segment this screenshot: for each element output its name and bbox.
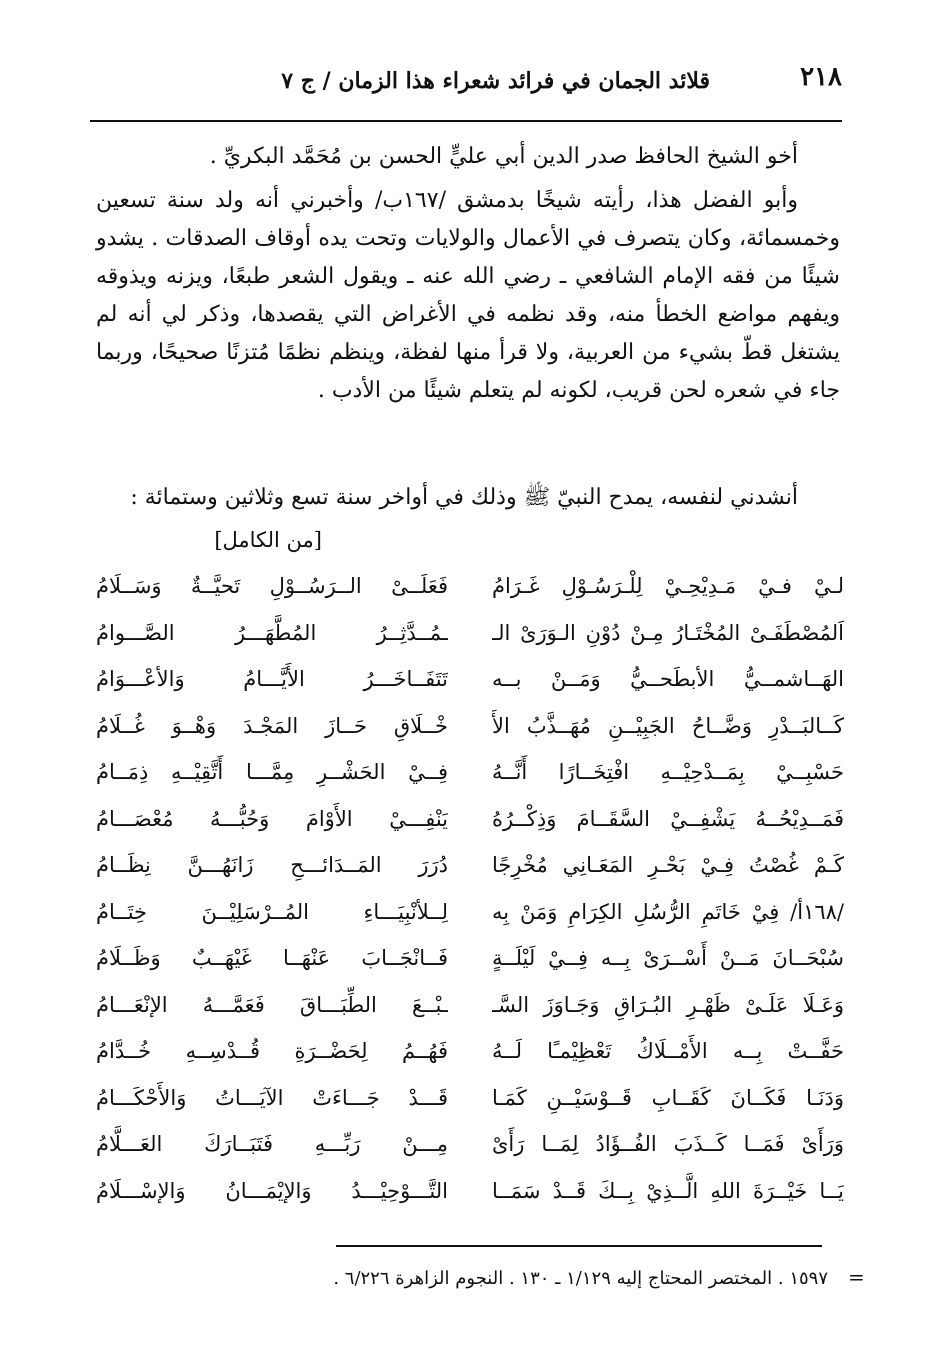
page-number: ٢١٨ bbox=[800, 62, 842, 92]
paragraph: وأبو الفضل هذا، رأيته شيخًا بدمشق /١٦٧ب/ وأخبرني أنه ولد سنة تسعين وخمسمائة، وكان يتصرف في الأعمال والولايات وتحت يده أوقاف الصدقات . يشدو شيئًا من فقه الإمام الشافعي ـ رضي الله عنه ـ ويقول الشعر طبعًا، ويزنه ويذوقه ويفهم مواضع الخطأ منه، وقد نظمه في الأغراض التي يقصدها، وذكر لي أنه لم يشتغل قطّ بشيء من العربية، ولا قرأ منها لفظة، وينظم نظمًا مُتزنًا صحيحًا، وربما جاء في شعره لحن قريب، لكونه لم يتعلم شيئًا من الأدب . bbox=[96, 188, 840, 403]
hemistich-first: اَلمُصْطَفَـىْ المُخْتَـارُ مِـنْ دُوْنِ الـوَرَىْ الـ bbox=[492, 620, 844, 645]
hemistich-first: وَعَـلَا عَلَـىْ ظَهْـرِ البُـرَاقِ وَجَـاوَزَ السَّـ bbox=[492, 992, 844, 1017]
poem-meter: [من الكامل] bbox=[214, 528, 322, 552]
hemistich-first: وَدَنَـا فَكَــانَ كَقَــابِ قَــوْسَيْــنِ كَمَـا bbox=[492, 1085, 844, 1110]
hemistich-second: تَتَفَــاخَـــرُ الأَيَّـــامُ وَالأعْـــوَامُ bbox=[96, 667, 448, 691]
footnote-continuation-mark: = bbox=[848, 1265, 865, 1289]
hemistich-second: التَّـــوْحِيْـــدُ وَالإيْمَـــانُ وَالإسْـــلَامُ bbox=[96, 1178, 448, 1203]
verse bbox=[96, 985, 844, 1032]
poem bbox=[96, 566, 844, 1217]
hemistich-second: دُرَرَ المَــدَائـــحِ زَانَهُـــنَّ نِظَــامُ bbox=[96, 853, 448, 877]
running-title: قلائد الجمان في فرائد شعراء هذا الزمان / ج ٧ bbox=[281, 68, 710, 94]
hemistich-first: الهَــاشمــيُّ الأبطَحــيُّ وَمَــنْ بــه bbox=[492, 667, 844, 691]
hemistich-second: خْــلَاقِ حَــازَ المَجْـدَ وَهْــوَ غُــلَامُ bbox=[96, 713, 448, 738]
verse bbox=[96, 845, 844, 892]
hemistich-second: فِــيْ الحَشْــرِ مِمَّـــا أَتَّقِيْــهِ ذِمَــامُ bbox=[96, 760, 448, 784]
verse bbox=[96, 1124, 844, 1171]
hemistich-first: كَــالبَــدْرِ وَضَّــاحُ الجَبِيْــنِ مُهَــذَّبُ الأَ bbox=[492, 713, 844, 738]
hemistich-second: قَـــدْ جَـــاءَتْ الآيَـــاتُ وَالأَحْكَـــامُ bbox=[96, 1085, 448, 1110]
body-text bbox=[96, 138, 840, 410]
hemistich-second: فَــانْجَــابَ عَنْهَــا غَيْهَــبٌ وَظَــلَامُ bbox=[96, 946, 448, 970]
hemistich-second: مِـــنْ رَبِّـــهِ فَتَبَــارَكَ العَـــلَّامُ bbox=[96, 1132, 448, 1156]
hemistich-first: حَسْبِــيْ بِمَــدْحِيْــهِ افْتِخَــارًا أَنَّــهُ bbox=[492, 760, 844, 784]
hemistich-first: كَـمْ غُصْتُ فِـيْ بَحْـرِ المَعَـانِي مُخْرِجًا bbox=[492, 853, 844, 877]
hemistich-second: فَعَلَــىْ الــرَسُــوْلِ تَحيَّــةٌ وَسَــلَامُ bbox=[96, 574, 448, 598]
paragraph: أخو الشيخ الحافظ صدر الدين أبي عليٍّ الحسن بن مُحَمَّد البكريِّ . bbox=[209, 144, 798, 169]
page-header bbox=[90, 62, 842, 118]
hemistich-second: ـبْــعَ الطِّبَـــاقَ فَعَمَّـــهُ الإنْعَـــامُ bbox=[96, 992, 448, 1017]
footnote-rule bbox=[336, 1245, 822, 1247]
verse bbox=[96, 566, 844, 613]
hemistich-second: فَهُــمُ لِحَضْــرَةِ قُــدْسِــهِ خُــدَّامُ bbox=[96, 1039, 448, 1063]
poem-intro: أنشدني لنفسه، يمدح النبيّ ﷺ وذلك في أواخر سنة تسع وثلاثين وستمائة : bbox=[130, 485, 798, 510]
verse bbox=[96, 1171, 844, 1218]
hemistich-first: سُبْحَــانَ مَــنْ أَسْــرَىْ بِــه فِــيْ لَيْلَــةٍ bbox=[492, 946, 844, 970]
hemistich-second: لِــلأنْبِيَـــاءِ المُــرْسَلِيْــنَ خِتَــامُ bbox=[96, 899, 448, 924]
hemistich-first: حَفَّــتْ بِــه الأَمْــلَاكُ تَعْظِيْمـًا لَــهُ bbox=[492, 1039, 844, 1063]
hemistich-first: يَــا خَيْــرَةَ اللهِ الَّــذِيْ بِــكَ قَــدْ سَمَــا bbox=[492, 1178, 844, 1203]
verse bbox=[96, 1078, 844, 1125]
header-rule bbox=[90, 120, 842, 122]
footnote: ١٥٩٧ . المختصر المحتاج إليه ١/١٢٩ ـ ١٣٠ . النجوم الزاهرة ٦/٢٢٦ . bbox=[333, 1268, 828, 1289]
verse bbox=[96, 706, 844, 753]
hemistich-second: يَنْفِـــيْ الأَوْامَ وَحُبُّـــهُ مُعْصَـــامُ bbox=[96, 806, 448, 831]
verse bbox=[96, 938, 844, 985]
hemistich-first: لـيْ فـيْ مَـدِيْحِـيْ لِلْـرَسُـوْلِ غَـرَامُ bbox=[492, 574, 844, 598]
hemistich-first: فَمَــدِيْحُــهُ يَشْفِــيْ السَّقَــامَ وَذِكْــرُهُ bbox=[492, 806, 844, 831]
hemistich-second: ـمُــدَّثِــرُ المُطَّهَـــرُ الصَّـــوامُ bbox=[96, 620, 448, 645]
hemistich-first: وَرَأَىْ فَمَــا كَــذَبَ الفُــؤَادُ لِمَــا رَأَىْ bbox=[492, 1132, 844, 1156]
verse bbox=[96, 799, 844, 846]
hemistich-first: /١٦٨أ/ فِيْ خَاتَمِ الرُّسُلِ الكِرَامِ وَمَنْ بِه bbox=[492, 899, 844, 924]
verse bbox=[96, 613, 844, 660]
verse bbox=[96, 659, 844, 706]
verse bbox=[96, 892, 844, 939]
verse bbox=[96, 1031, 844, 1078]
verse bbox=[96, 752, 844, 799]
